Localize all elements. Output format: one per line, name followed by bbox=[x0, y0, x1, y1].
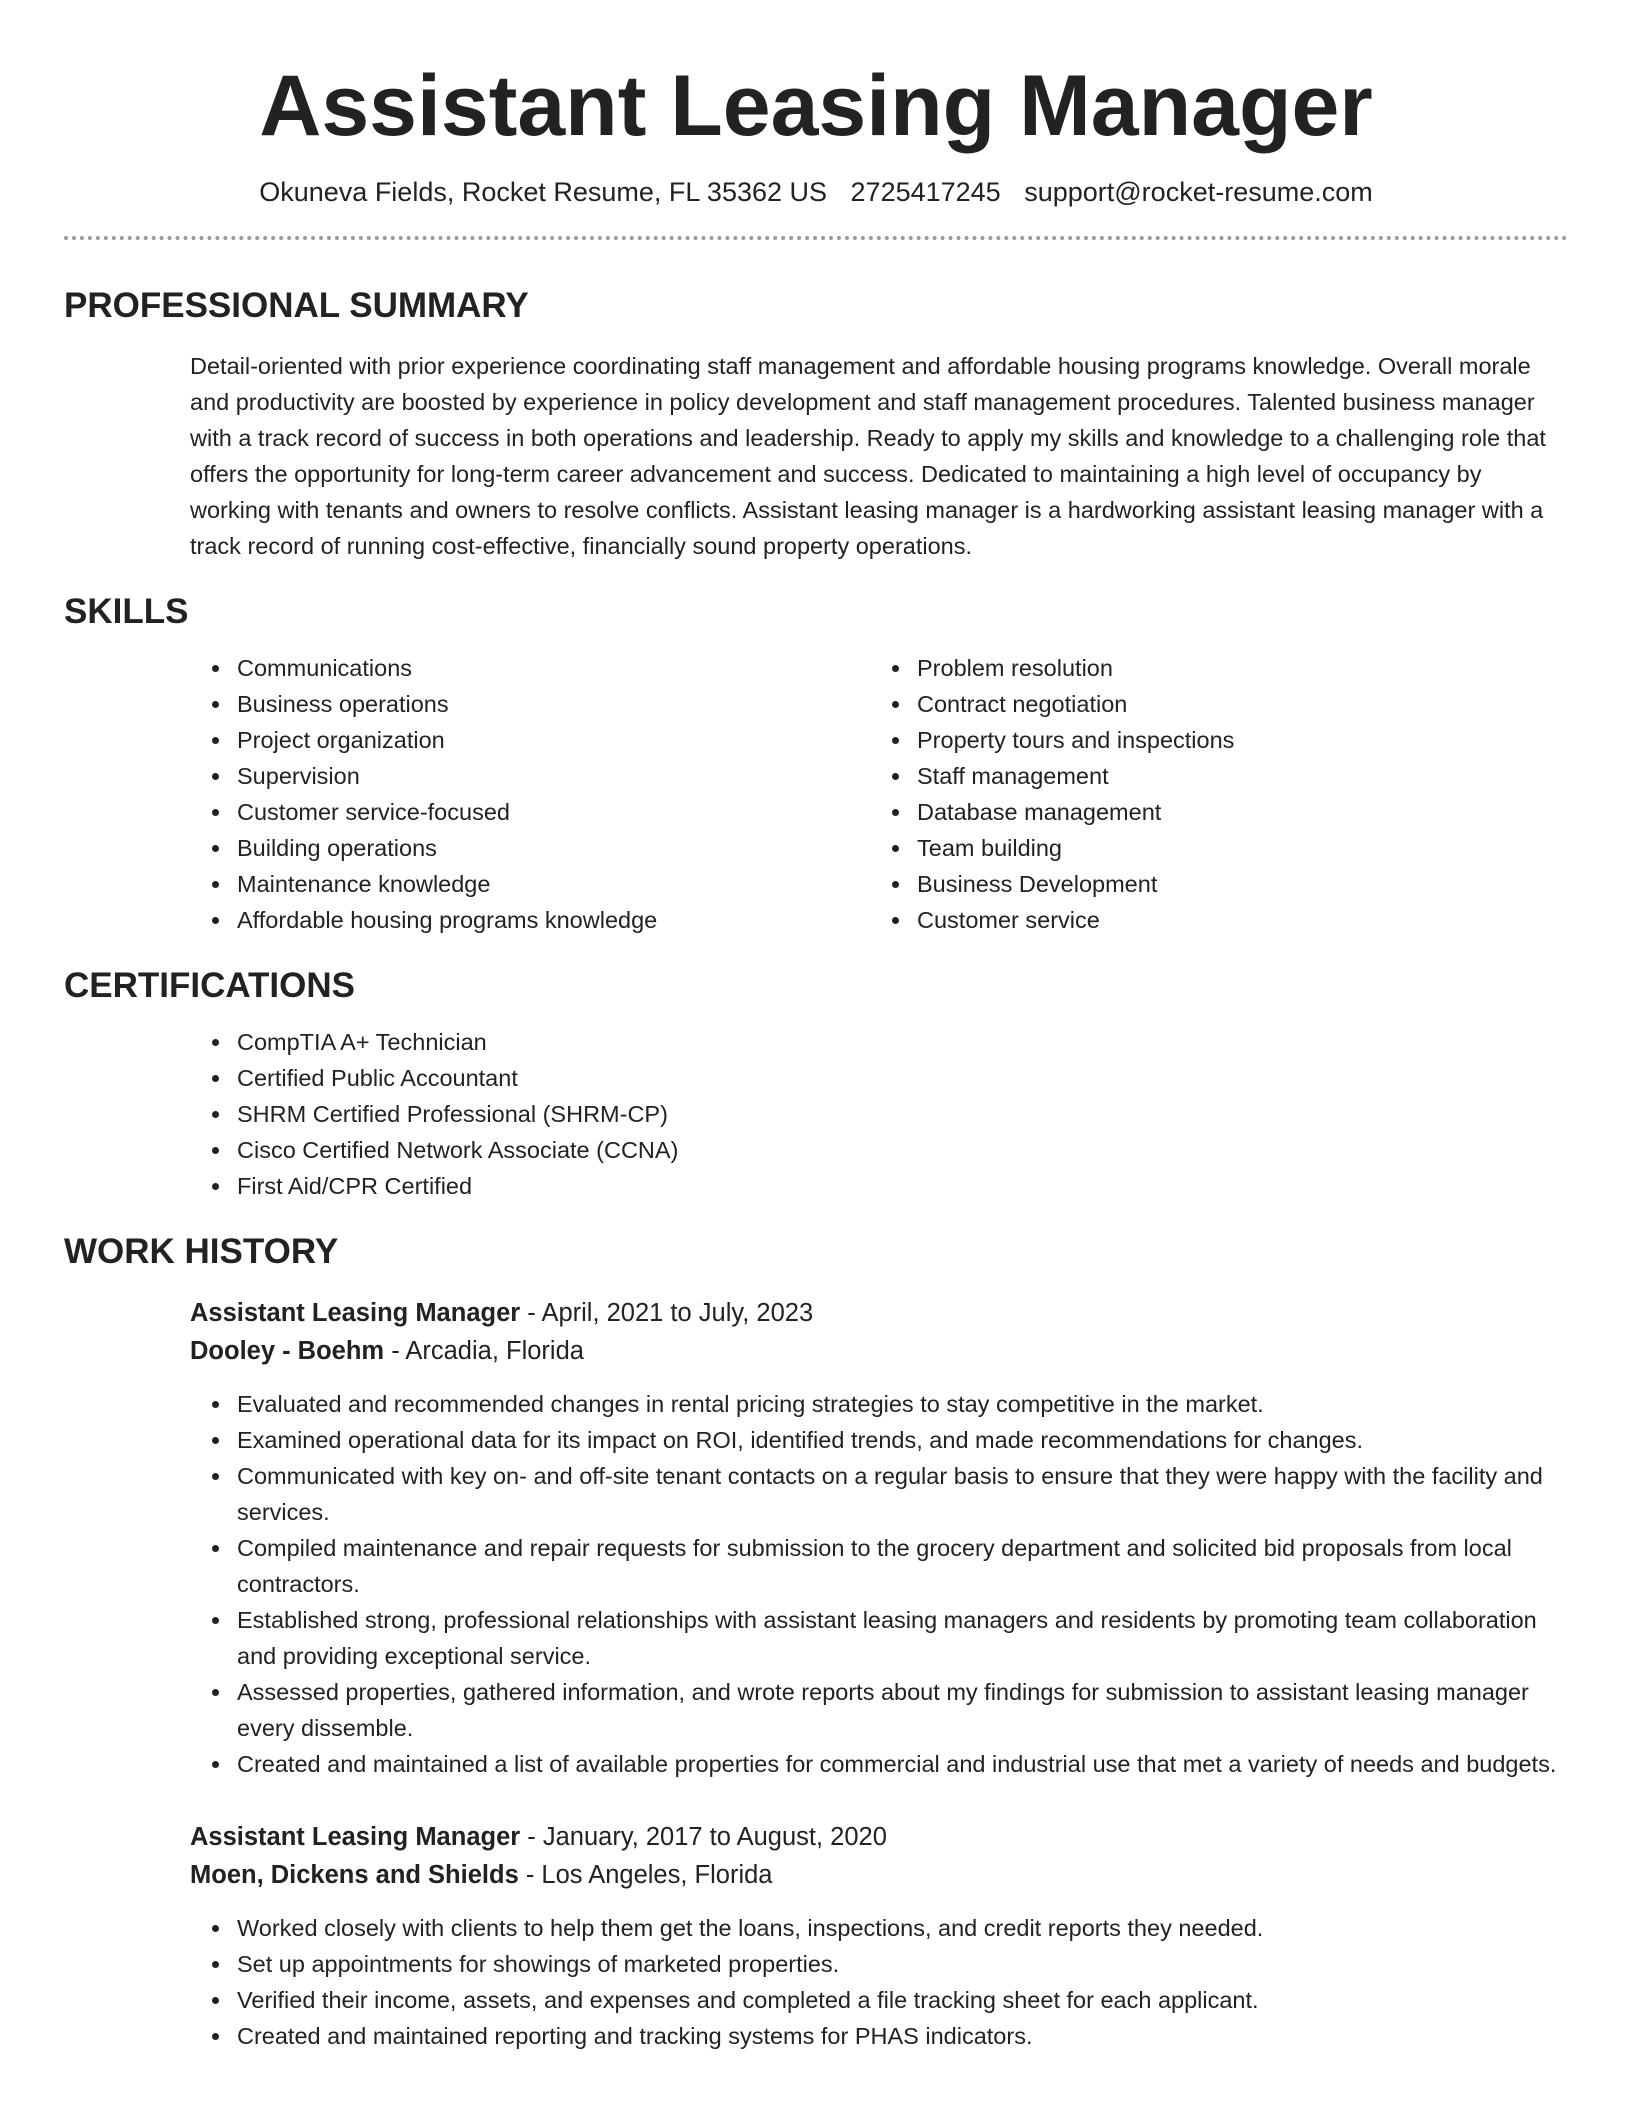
skill-item: • Problem resolution bbox=[913, 650, 1423, 686]
job-dates: - January, 2017 to August, 2020 bbox=[520, 1823, 887, 1851]
job-company-line bbox=[190, 1332, 1568, 1370]
job-company: Dooley - Boehm bbox=[190, 1337, 385, 1365]
skill-item: • Communications bbox=[233, 650, 743, 686]
job-entry bbox=[64, 1294, 1568, 1782]
job-dates: - April, 2021 to July, 2023 bbox=[520, 1299, 814, 1327]
job-bullet: • Compiled maintenance and repair requests for submission to the grocery department and solicited bid proposals from local contractors. bbox=[233, 1530, 1568, 1602]
job-bullet: • Evaluated and recommended changes in rental pricing strategies to stay competitive in the market. bbox=[233, 1386, 1568, 1422]
contact-email: support@rocket-resume.com bbox=[1024, 177, 1373, 207]
summary-heading: PROFESSIONAL SUMMARY bbox=[64, 286, 529, 325]
job-role: Assistant Leasing Manager bbox=[190, 1823, 521, 1851]
skill-item: • Customer service-focused bbox=[233, 794, 743, 830]
job-bullet: • Assessed properties, gathered information, and wrote reports about my findings for submission to assistant leasing manager every dissemble. bbox=[233, 1674, 1568, 1746]
job-company-line bbox=[190, 1856, 1568, 1894]
certification-item: • First Aid/CPR Certified bbox=[233, 1168, 1568, 1204]
job-bullet: • Examined operational data for its impact on ROI, identified trends, and made recommendations for changes. bbox=[233, 1422, 1568, 1458]
job-bullet: • Established strong, professional relationships with assistant leasing managers and residents by promoting team collaboration and providing exceptional service. bbox=[233, 1602, 1568, 1674]
skills-columns bbox=[64, 650, 1568, 938]
skill-item: • Business operations bbox=[233, 686, 743, 722]
skills-list-right bbox=[743, 650, 1423, 938]
certification-item: • Certified Public Accountant bbox=[233, 1060, 1568, 1096]
job-location: - Arcadia, Florida bbox=[384, 1337, 584, 1365]
skill-item: • Database management bbox=[913, 794, 1423, 830]
certifications-list bbox=[64, 1024, 1568, 1204]
skill-item: • Staff management bbox=[913, 758, 1423, 794]
job-bullets bbox=[64, 1910, 1568, 2054]
job-location: - Los Angeles, Florida bbox=[518, 1861, 773, 1889]
skills-list-left bbox=[64, 650, 743, 938]
job-entry bbox=[64, 1818, 1568, 2054]
certification-item: • SHRM Certified Professional (SHRM-CP) bbox=[233, 1096, 1568, 1132]
work-history-heading: WORK HISTORY bbox=[64, 1232, 339, 1271]
skill-item: • Maintenance knowledge bbox=[233, 866, 743, 902]
skill-item: • Project organization bbox=[233, 722, 743, 758]
certification-item: • Cisco Certified Network Associate (CCNA) bbox=[233, 1132, 1568, 1168]
skill-item: • Building operations bbox=[233, 830, 743, 866]
header-divider bbox=[64, 236, 1568, 240]
skills-heading: SKILLS bbox=[64, 592, 189, 631]
job-bullet: • Verified their income, assets, and expenses and completed a file tracking sheet for each applicant. bbox=[233, 1982, 1568, 2018]
contact-address: Okuneva Fields, Rocket Resume, FL 35362 US bbox=[259, 177, 828, 207]
job-role-line bbox=[190, 1818, 1568, 1856]
skill-item: • Team building bbox=[913, 830, 1423, 866]
skill-item: • Property tours and inspections bbox=[913, 722, 1423, 758]
job-bullet: • Worked closely with clients to help them get the loans, inspections, and credit reports they needed. bbox=[233, 1910, 1568, 1946]
summary-text: Detail-oriented with prior experience coordinating staff management and affordable housing programs knowledge. Overall morale and productivity are boosted by experience in policy development and staff management procedures. Talented business manager with a track record of success in both operations and leadership. Ready to apply my skills and knowledge to a challenging role that offers the opportunity for long-term career advancement and success. Dedicated to maintaining a high level of occupancy by working with tenants and owners to resolve conflicts. Assistant leasing manager is a hardworking assistant leasing manager with a track record of running cost-effective, financially sound property operations. bbox=[190, 353, 1546, 559]
job-bullet: • Set up appointments for showings of marketed properties. bbox=[233, 1946, 1568, 1982]
skill-item: • Contract negotiation bbox=[913, 686, 1423, 722]
skill-item: • Affordable housing programs knowledge bbox=[233, 902, 743, 938]
job-bullet: • Communicated with key on- and off-site tenant contacts on a regular basis to ensure that they were happy with the facility and services. bbox=[233, 1458, 1568, 1530]
skill-item: • Business Development bbox=[913, 866, 1423, 902]
job-role: Assistant Leasing Manager bbox=[190, 1299, 521, 1327]
job-bullets bbox=[64, 1386, 1568, 1782]
job-bullet: • Created and maintained reporting and tracking systems for PHAS indicators. bbox=[233, 2018, 1568, 2054]
contact-line bbox=[64, 174, 1568, 210]
skill-item: • Supervision bbox=[233, 758, 743, 794]
certification-item: • CompTIA A+ Technician bbox=[233, 1024, 1568, 1060]
job-company: Moen, Dickens and Shields bbox=[190, 1861, 519, 1889]
job-bullet: • Created and maintained a list of available properties for commercial and industrial use that met a variety of needs and budgets. bbox=[233, 1746, 1568, 1782]
resume-title: Assistant Leasing Manager bbox=[259, 58, 1373, 154]
contact-phone: 2725417245 bbox=[850, 177, 1001, 207]
certifications-heading: CERTIFICATIONS bbox=[64, 966, 356, 1005]
skill-item: • Customer service bbox=[913, 902, 1423, 938]
job-role-line bbox=[190, 1294, 1568, 1332]
